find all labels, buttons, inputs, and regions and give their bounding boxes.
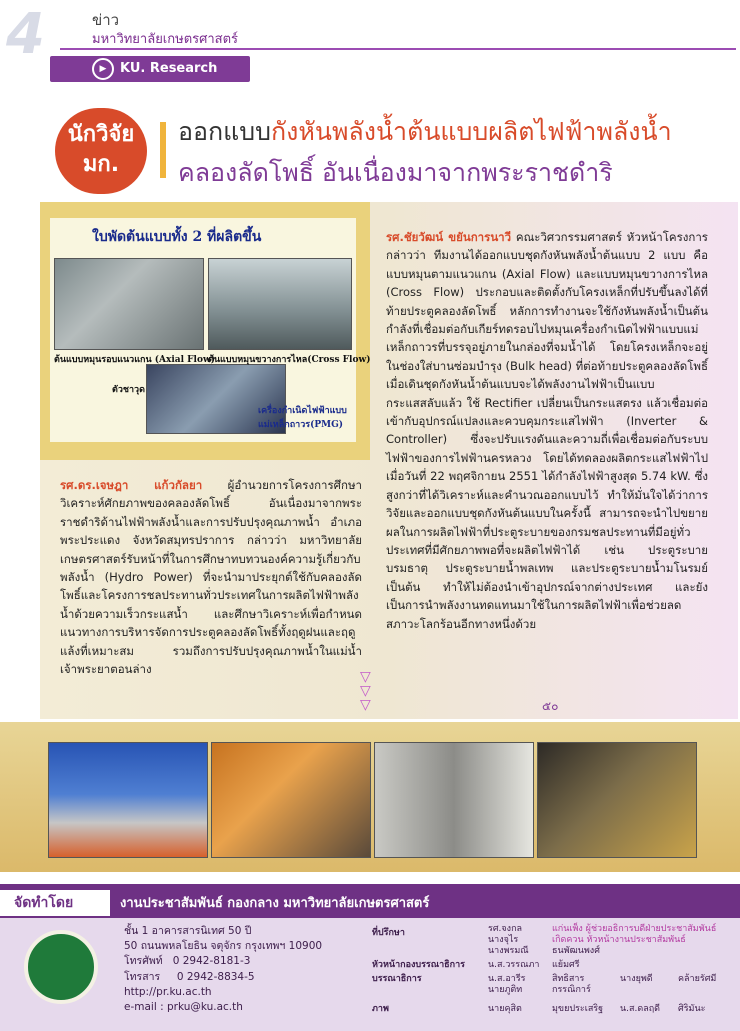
left-body-text: ผู้อำนวยการโครงการศึกษาวิเคราะห์ศักยภาพของคลองลัดโพธิ์ อันเนื่องมาจากพระราชดำริด้านไฟฟ้าพลังน้ำและการปรับปรุงคุณภาพน้ำ อำเภอพระประแดง จังหวัดสมุทรปราการ กล่าวว่า มหาวิทยาลัยเกษตรศาสตร์รับหน้าที่ในการศึกษาทบทวนองค์ความรู้เกี่ยวกับพลังน้ำ (Hydro Power) ที่จะนำมาประยุกต์ใช้กับคลองลัดโพธิ์และโครงการชลประทานทั่วประเทศในการผลิตไฟฟ้าพลังน้ำด้วยความเร็วกระแสน้ำ และศึกษาวิเคราะห์เพื่อกำหนดแนวทางการบริหารจัดการประตูคลองลัดโพธิ์ทั้งฤดูฝนและฤดูแล้งที่เหมาะสม รวมถึงการปรับปรุงคุณภาพน้ำในแม่น้ำเจ้าพระยาตอนล่าง	[60, 478, 362, 677]
fax-row	[124, 970, 322, 985]
category-tag: KU. Research	[50, 56, 250, 82]
cross-flow-photo	[208, 258, 352, 350]
photo-caption: เครื่องกำเนิดไฟฟ้าแบบ	[258, 406, 347, 416]
headline-highlight: กังหันพลังน้ำต้นแบบผลิตไฟฟ้าพลังน้ำ	[271, 117, 672, 146]
staff-extra: คล้ายรัศมี	[678, 974, 717, 984]
header-divider	[60, 48, 736, 50]
right-lead-name: รศ.ชัยวัฒน์ ขยันการนาวี	[386, 230, 512, 244]
headline-plain: ออกแบบ	[178, 117, 272, 146]
photo-caption: ต้นแบบหมุนขวางการไหล(Cross Flow)	[208, 355, 371, 365]
section-title: ข่าว	[92, 11, 120, 29]
photo-caption: ตัวชาวุด	[112, 385, 145, 395]
badge-line1: นักวิจัย	[67, 122, 135, 147]
turbine-frame-photo	[211, 742, 371, 858]
phone-value: 0 2942-8181-3	[172, 955, 251, 968]
university-seal-logo	[24, 930, 98, 1004]
fax-value: 0 2942-8834-5	[176, 970, 255, 983]
article-column-left	[60, 476, 362, 678]
advisor-name: เกิดควน หัวหน้างานประชาสัมพันธ์	[552, 935, 686, 945]
advisor-title: นางจุไร	[488, 935, 519, 945]
photo-caption: ต้นแบบหมุนรอบแนวแกน (Axial Flow)	[54, 355, 215, 365]
address-line1: ชั้น 1 อาคารสารนิเทศ 50 ปี	[124, 925, 252, 937]
advisor-title: นางพรมณี	[488, 946, 529, 956]
phone-row	[124, 954, 322, 969]
staff-label: บรรณาธิการ	[372, 974, 422, 984]
editor-name: แย้มศรี	[552, 960, 580, 970]
chevron-down-icon: ▽ ▽ ▽	[360, 669, 371, 713]
photo-caption: แม่เหล็กถาวร(PMG)	[258, 420, 344, 430]
title-accent-bar	[160, 122, 166, 178]
photo-title: นายคุสิต	[488, 1004, 522, 1014]
researcher-badge	[55, 108, 147, 194]
address-line2: 50 ถนนพหลโยธิน จตุจักร กรุงเทพฯ 10900	[124, 940, 323, 953]
staff-name: กรรณิการ์	[552, 985, 591, 995]
continue-marker: ๕๐	[542, 699, 559, 713]
page-number: 4	[6, 2, 45, 67]
bridge-photo	[48, 742, 208, 858]
staff-title: นายภูติท	[488, 985, 523, 995]
section-subtitle: มหาวิทยาลัยเกษตรศาสตร์	[92, 32, 239, 47]
meter-photo	[537, 742, 697, 858]
advisor-title: รศ.จงกล	[488, 924, 523, 934]
headline-line1	[178, 112, 672, 152]
phone-label: โทรศัพท์	[124, 955, 163, 968]
email-link[interactable]: e-mail : prku@ku.ac.th	[124, 1001, 243, 1014]
website-link[interactable]: http://pr.ku.ac.th	[124, 985, 212, 998]
editor-label: หัวหน้ากองบรรณาธิการ	[372, 960, 465, 970]
badge-line2: มก.	[82, 152, 120, 177]
advisor-label: ที่ปรึกษา	[372, 928, 405, 938]
staff-name: สิทธิสาร	[552, 974, 585, 984]
staff-title: น.ส.อารีร	[488, 974, 526, 984]
photo-extra: ศิริมันะ	[678, 1004, 706, 1014]
editor-title: น.ส.วรรณภา	[488, 960, 540, 970]
left-lead-name: รศ.ดร.เจษฎา แก้วกัลยา	[60, 478, 203, 492]
play-icon: ▶	[92, 58, 114, 80]
advisor-name: ธนพัฒนพงศ์	[552, 946, 600, 956]
footer-label: จัดทำโดย	[0, 890, 110, 916]
headline-line2: คลองลัดโพธิ์ อันเนื่องมาจากพระราชดำริ	[178, 158, 613, 187]
photo-label: ภาพ	[372, 1004, 389, 1014]
article-column-right	[386, 228, 708, 633]
photo-panel-title: ใบพัดต้นแบบทั้ง 2 ที่ผลิตขึ้น	[92, 229, 262, 245]
right-body-text: คณะวิศวกรรมศาสตร์ หัวหน้าโครงการกล่าวว่า ทีมงานได้ออกแบบชุดกังหันพลังน้ำต้นแบบ 2 แบบ คือ แบบหมุนตามแนวแกน (Axial Flow) และแบบหมุนขวางการไหล (Cross Flow) ประกอบและติดตั้งกับโครงเหล็กที่ปรับขึ้นลงได้ที่ท้ายประตูคลองลัดโพธิ์ หลักการทำงานจะใช้กังหันพลังน้ำเป็นต้นกำลังที่เชื่อมต่อกับเกียร์ทดรอบไปหมุนเครื่องกำเนิดไฟฟ้าแบบแม่เหล็กถาวรที่บรรจุอยู่ภายในกล่องที่จมน้ำได้ โดยโครงเหล็กจะอยู่ในช่องใส่บานซ่อมบำรุง (Bulk head) ที่ต่อท้ายประตูคลองลัดโพธิ์ เมื่อเดินชุดกังหันน้ำต้นแบบจะได้พลังงานไฟฟ้าเป็นแบบกระแสสลับแล้ว ใช้ Rectifier เปลี่ยนเป็นกระแสตรง แล้วเชื่อมต่อเข้ากับอุปกรณ์แปลงและควบคุมกระแสไฟฟ้า (Inverter & Controller) ซึ่งจะปรับแรงดันและความถี่เพื่อเชื่อมต่อกับระบบไฟฟ้าของการไฟฟ้านครหลวง โดยได้ทดลองผลิตกระแสไฟฟ้าไปเมื่อวันที่ 22 พฤศจิกายน 2551 ได้กำลังไฟฟ้าสูงสุด 5.74 kW. ซึ่งสูงกว่าที่ได้วิเคราะห์และคำนวณออกแบบไว้ ทำให้มั่นใจได้ว่าการวิจัยและออกแบบชุดกังหันต้นแบบในครั้งนี้ สามารถจะนำไปขยายผลในการผลิตไฟฟ้าที่ประตูระบายของกรมชลประทานที่มีอยู่ทั่วประเทศที่มีศักยภาพพอที่จะผลิตไฟฟ้าได้ เช่น ประตูระบายบรมธาตุ ประตูระบายน้ำพลเทพ และประตูระบายน้ำมโนรมย์ เป็นต้น ทำให้ไม่ต้องนำเข้าอุปกรณ์จากต่างประเทศ และยังเป็นการนำพลังงานทดแทนมาใช้ในการผลิตไฟฟ้าเพื่อช่วยลด สภาวะโลกร้อนอีกทางหนึ่งด้วย	[386, 230, 708, 631]
photo-name: มุขยประเสริฐ	[552, 1004, 604, 1014]
photo-extra: น.ส.ดลฤดี	[620, 1004, 661, 1014]
footer-org-title: งานประชาสัมพันธ์ กองกลาง มหาวิทยาลัยเกษตรศาสตร์	[120, 896, 430, 911]
axial-flow-photo	[54, 258, 204, 350]
footer-address	[124, 924, 322, 1015]
fax-label: โทรสาร	[124, 970, 161, 983]
control-panel-photo	[374, 742, 534, 858]
advisor-name: แก่นเพ็ง ผู้ช่วยอธิการบดีฝ่ายประชาสัมพันธ์	[552, 924, 717, 934]
staff-extra: นางยุพดี	[620, 974, 653, 984]
